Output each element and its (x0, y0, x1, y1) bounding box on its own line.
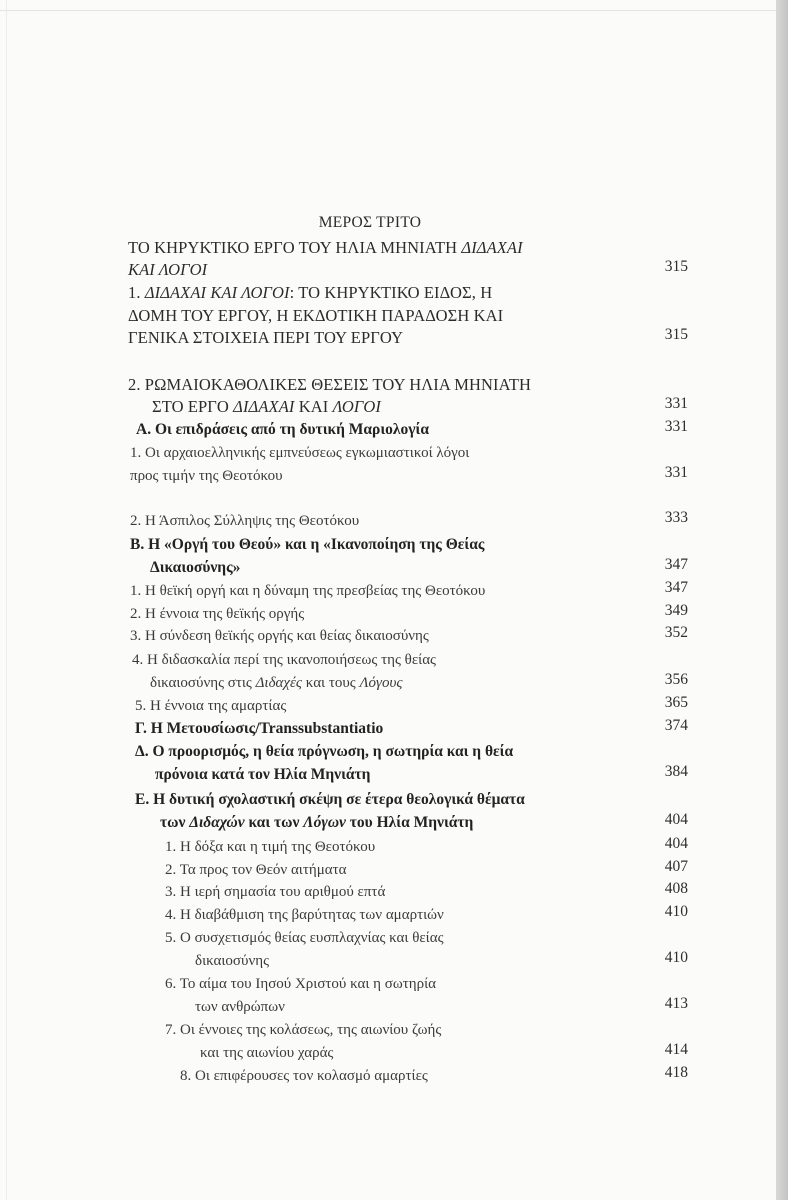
toc-entry-line (165, 837, 375, 857)
italic-title-text: ΔΙΔΑΧΑΙ ΚΑΙ ΛΟΓΟΙ (144, 283, 290, 302)
toc-entry-line (130, 466, 283, 486)
entry-text: του Ηλία Μηνιάτη (345, 814, 474, 831)
toc-entry-line (135, 719, 383, 739)
toc-entry-line (165, 905, 444, 925)
toc-entry-line (155, 765, 370, 785)
italic-title-text: ΛΟΓΟΙ (332, 397, 381, 416)
page-number: 352 (664, 624, 688, 641)
page-number: 414 (664, 1041, 688, 1058)
page-number: 331 (664, 418, 688, 435)
entry-text: Α. Οι επιδράσεις από τη δυτική Μαριολογία (136, 421, 429, 438)
toc-entry-line (128, 283, 492, 303)
page-number: 404 (664, 835, 688, 852)
page-right-edge (776, 0, 788, 1200)
entry-text: 2. Τα προς τον Θεόν αιτήματα (165, 862, 347, 878)
toc-entry-line (128, 238, 523, 258)
page-number: 347 (664, 579, 688, 596)
toc-entry-line (130, 535, 484, 555)
toc-entry-line (152, 397, 381, 417)
toc-entry-line (150, 558, 240, 578)
entry-text: : ΤΟ ΚΗΡΥΚΤΙΚΟ ΕΙΔΟΣ, Η (289, 283, 493, 302)
entry-text: 2. Η έννοια της θεϊκής οργής (130, 606, 305, 622)
page-number: 331 (664, 464, 688, 481)
entry-text: ΔΟΜΗ ΤΟΥ ΕΡΓΟΥ, Η ΕΚΔΟΤΙΚΗ ΠΑΡΑΔΟΣΗ ΚΑΙ (128, 306, 504, 325)
page-number: 413 (664, 995, 688, 1012)
page-number: 333 (664, 509, 688, 526)
italic-title-text: ΚΑΙ ΛΟΓΟΙ (128, 260, 208, 279)
entry-text: 1. (128, 283, 145, 302)
entry-text: 3. Η ιερή σημασία του αριθμού επτά (165, 884, 386, 900)
toc-entry-line (130, 443, 469, 463)
toc-entry-line (130, 604, 304, 624)
italic-title-text: Διδαχές (255, 675, 303, 691)
toc-entry-line (165, 860, 347, 880)
entry-text: ΣΤΟ ΕΡΓΟ (152, 397, 234, 416)
entry-text: 5. Ο συσχετισμός θείας ευσπλαχνίας και θείας (165, 930, 444, 946)
page-number: 356 (664, 671, 688, 688)
toc-entry-line (136, 420, 429, 440)
page-number: 349 (664, 602, 688, 619)
italic-title-text: Διδαχών (189, 814, 245, 831)
toc-entry-line (135, 790, 525, 810)
italic-title-text: Λόγους (359, 675, 403, 691)
entry-text: δικαιοσύνης στις (150, 675, 256, 691)
toc-entry-line (130, 581, 485, 601)
page-number: 374 (664, 717, 688, 734)
entry-text: Β. Η «Οργή του Θεού» και η «Ικανοποίηση της Θείας (130, 536, 485, 553)
entry-text: και τους (302, 675, 360, 691)
entry-text: 6. Το αίμα του Ιησού Χριστού και η σωτηρία (165, 976, 436, 992)
toc-entry-line (130, 626, 429, 646)
page-number: 418 (664, 1064, 688, 1081)
page-number: 315 (664, 326, 688, 343)
toc-entry-line (165, 1020, 441, 1040)
toc-entry-line (128, 260, 207, 280)
toc-entry-line (195, 951, 269, 971)
entry-text: και των (244, 814, 304, 831)
entry-text: ΚΑΙ (294, 397, 333, 416)
page-number: 407 (664, 858, 688, 875)
entry-text: 1. Η θεϊκή οργή και η δύναμη της πρεσβείας της Θεοτόκου (130, 583, 486, 599)
entry-text: Ε. Η δυτική σχολαστική σκέψη σε έτερα θεολογικά θέματα (135, 791, 525, 808)
entry-text: Γ. Η Μετουσίωσις/Transsubstantiatio (135, 720, 384, 737)
entry-text: ΤΟ ΚΗΡΥΚΤΙΚΟ ΕΡΓΟ ΤΟΥ ΗΛΙΑ ΜΗΝΙΑΤΗ (128, 238, 462, 257)
toc-entry-line (165, 928, 444, 948)
toc-entry-line (130, 511, 359, 531)
italic-title-text: ΔΙΔΑΧΑΙ (461, 238, 523, 257)
entry-text: δικαιοσύνης (195, 953, 270, 969)
entry-text: 4. Η διαβάθμιση της βαρύτητας των αμαρτιών (165, 907, 444, 923)
toc-entry-line (180, 1066, 428, 1086)
entry-text: ΓΕΝΙΚΑ ΣΤΟΙΧΕΙΑ ΠΕΡΙ ΤΟΥ ΕΡΓΟΥ (128, 328, 404, 347)
page-number: 408 (664, 880, 688, 897)
toc-entry-line (165, 974, 436, 994)
entry-text: 8. Οι επιφέρουσες τον κολασμό αμαρτίες (180, 1068, 428, 1084)
toc-entry-line (128, 375, 531, 395)
toc-entry-line (128, 328, 403, 348)
entry-text: 1. Η δόξα και η τιμή της Θεοτόκου (165, 839, 376, 855)
entry-text: 2. Η Άσπιλος Σύλληψις της Θεοτόκου (130, 513, 360, 529)
entry-text: 2. ΡΩΜΑΙΟΚΑΘΟΛΙΚΕΣ ΘΕΣΕΙΣ ΤΟΥ ΗΛΙΑ ΜΗΝΙΑΤΗ (128, 375, 532, 394)
toc-entry-line (135, 742, 513, 762)
entry-text: 7. Οι έννοιες της κολάσεως, της αιωνίου ζωής (165, 1022, 442, 1038)
page-number: 384 (664, 763, 688, 780)
entry-text: Δ. Ο προορισμός, η θεία πρόγνωση, η σωτηρία και η θεία (135, 743, 514, 760)
toc-entry-line (165, 882, 385, 902)
entry-text: 3. Η σύνδεση θεϊκής οργής και θείας δικαιοσύνης (130, 628, 429, 644)
page-number: 347 (664, 556, 688, 573)
toc-entry-line (160, 813, 473, 833)
entry-text: πρόνοια κατά τον Ηλία Μηνιάτη (155, 766, 371, 783)
scan-top-edge (0, 10, 776, 11)
entry-text: των (160, 814, 190, 831)
page-number: 410 (664, 903, 688, 920)
toc-entry-line (200, 1043, 333, 1063)
entry-text: 5. Η έννοια της αμαρτίας (135, 698, 287, 714)
scan-left-edge (6, 0, 7, 1200)
entry-text: 1. Οι αρχαιοελληνικής εμπνεύσεως εγκωμιαστικοί λόγοι (130, 445, 470, 461)
entry-text: και της αιωνίου χαράς (200, 1045, 334, 1061)
page-number: 315 (664, 258, 688, 275)
entry-text: 4. Η διδασκαλία περί της ικανοποιήσεως της θείας (132, 652, 436, 668)
entry-text: των ανθρώπων (195, 999, 285, 1015)
toc-entry-line (195, 997, 285, 1017)
page-number: 410 (664, 949, 688, 966)
italic-title-text: Λόγων (303, 814, 346, 831)
entry-text: προς τιμήν της Θεοτόκου (130, 468, 283, 484)
toc-entry-line (132, 650, 436, 670)
toc-entry-line (150, 673, 402, 693)
page-number: 404 (664, 811, 688, 828)
entry-text: Δικαιοσύνης» (150, 559, 241, 576)
italic-title-text: ΔΙΔΑΧΑΙ (233, 397, 295, 416)
page-number: 365 (664, 694, 688, 711)
page-number: 331 (664, 395, 688, 412)
toc-entry-line (135, 696, 286, 716)
part-title: ΜΕΡΟΣ ΤΡΙΤΟ (318, 214, 422, 231)
toc-entry-line (128, 306, 503, 326)
